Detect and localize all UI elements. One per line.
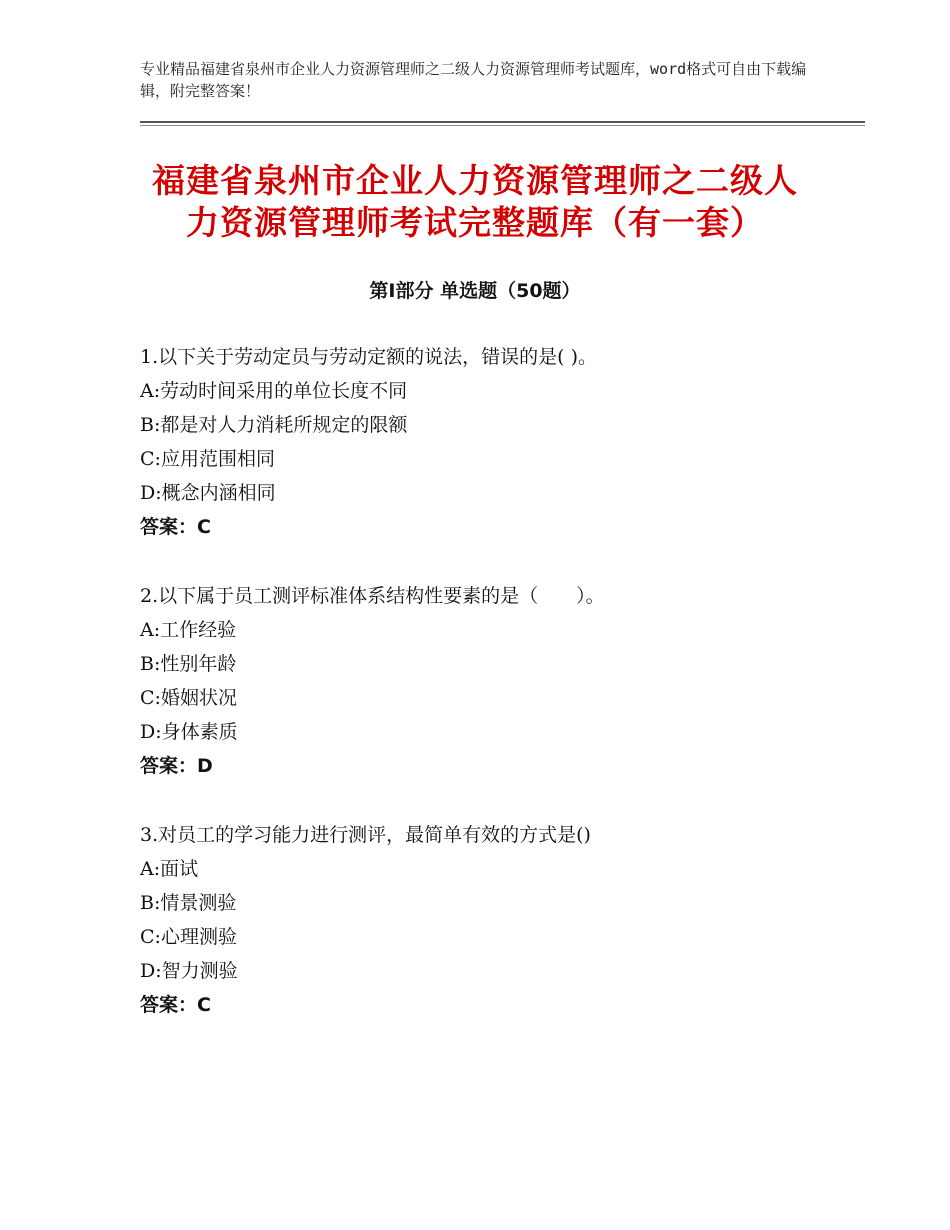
question-block — [140, 579, 860, 783]
question-text: 1.以下关于劳动定员与劳动定额的说法，错误的是( )。 — [140, 346, 597, 368]
option-b: B:性别年龄 — [140, 653, 237, 675]
option-a: A:工作经验 — [140, 619, 237, 641]
answer: 答案：C — [140, 994, 211, 1016]
option-c: C:婚姻状况 — [140, 687, 237, 709]
option-d: D:概念内涵相同 — [140, 482, 276, 504]
section-heading: 第Ⅰ部分 单选题（50题） — [369, 280, 581, 302]
question-block — [140, 340, 860, 544]
question-text: 2.以下属于员工测评标准体系结构性要素的是（ ）。 — [140, 585, 605, 607]
title-line-1: 福建省泉州市企业人力资源管理师之二级人 — [152, 161, 798, 200]
header-rule — [140, 121, 865, 123]
option-a: A:面试 — [140, 858, 199, 880]
title-line-2: 力资源管理师考试完整题库（有一套） — [186, 203, 764, 242]
question-text: 3.对员工的学习能力进行测评，最简单有效的方式是() — [140, 824, 591, 846]
option-b: B:情景测验 — [140, 892, 237, 914]
option-a: A:劳动时间采用的单位长度不同 — [140, 380, 408, 402]
option-b: B:都是对人力消耗所规定的限额 — [140, 414, 408, 436]
answer: 答案：D — [140, 755, 213, 777]
option-d: D:身体素质 — [140, 721, 238, 743]
header-note: 专业精品福建省泉州市企业人力资源管理师之二级人力资源管理师考试题库，word格式可自由下载编辑，附完整答案！ — [140, 60, 807, 100]
option-c: C:应用范围相同 — [140, 448, 275, 470]
option-d: D:智力测验 — [140, 960, 238, 982]
document-title — [100, 160, 850, 244]
question-block — [140, 818, 860, 1022]
option-c: C:心理测验 — [140, 926, 237, 948]
header-rule-thin — [140, 125, 865, 126]
answer: 答案：C — [140, 516, 211, 538]
